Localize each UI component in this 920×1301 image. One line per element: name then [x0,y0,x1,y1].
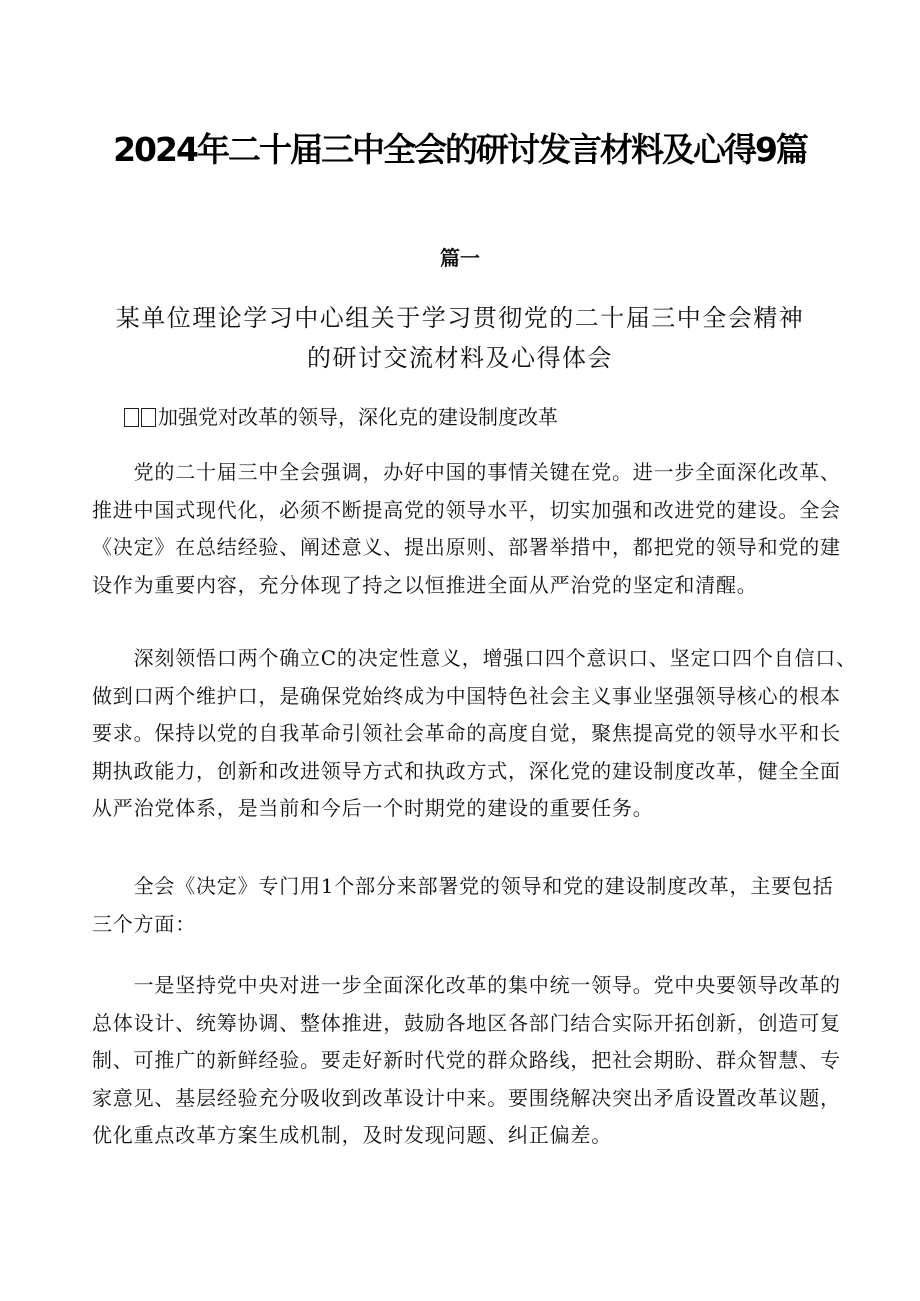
paragraph-line: 推进中国式现代化，必须不断提高党的领导水平，切实加强和改进党的建设。全会 [92,497,841,522]
placeholder-box-icon [141,408,156,427]
paragraph-line: 家意见、基层经验充分吸收到改革设计中来。要围绕解决突出矛盾设置改革议题， [92,1085,841,1110]
section-label: 篇一 [440,246,480,270]
paragraph-line: 期执政能力，创新和改进领导方式和执政方式，深化党的建设制度改革，健全全面 [92,758,841,783]
paragraph-line: 全会《决定》专门用1个部分来部署党的领导和党的建设制度改革，主要包括 [92,874,834,898]
paragraph-line: 设作为重要内容，充分体现了持之以恒推进全面从严治党的坚定和清醒。 [92,572,758,597]
body-paragraph [92,967,862,1155]
paragraph-line: 从严治党体系，是当前和今后一个时期党的建设的重要任务。 [92,796,654,820]
body-paragraph [92,640,862,828]
section-title-line: 的研讨交流材料及心得体会 [307,344,613,372]
paragraph-line: 优化重点改革方案生成机制，及时发现问题、纠正偏差。 [92,1123,612,1147]
document-title: 2024年二十届三中全会的研讨发言材料及心得9篇 [113,130,807,169]
sub-heading [124,400,558,434]
paragraph-line: 总体设计、统筹协调、整体推进，鼓励各地区各部门结合实际开拓创新，创造可复 [92,1010,841,1035]
section-title [90,298,830,378]
section-title-line: 某单位理论学习中心组关于学习贯彻党的二十届三中全会精神 [115,304,805,332]
paragraph-line: 深刻领悟口两个确立C的决定性意义，增强口四个意识口、坚定口四个自信口、 [92,646,857,670]
paragraph-line: 《决定》在总结经验、阐述意义、提出原则、部署举措中，都把党的领导和党的建 [92,535,841,559]
paragraph-line: 党的二十届三中全会强调，办好中国的事情关键在党。进一步全面深化改革、 [92,460,841,484]
paragraph-line: 三个方面： [92,911,196,936]
paragraph-line: 做到口两个维护口，是确保党始终成为中国特色社会主义事业坚强领导核心的根本 [92,683,841,708]
paragraph-line: 一是坚持党中央对进一步全面深化改革的集中统一领导。党中央要领导改革的 [92,973,841,997]
sub-heading-text: 加强党对改革的领导，深化克的建设制度改革 [158,405,558,429]
paragraph-line: 制、可推广的新鲜经验。要走好新时代党的群众路线，把社会期盼、群众智慧、专 [92,1048,841,1072]
body-paragraph [92,868,862,943]
body-paragraph [92,454,862,604]
paragraph-line: 要求。保持以党的自我革命引领社会革命的高度自觉，聚焦提高党的领导水平和长 [92,721,841,745]
placeholder-box-icon [124,408,139,427]
